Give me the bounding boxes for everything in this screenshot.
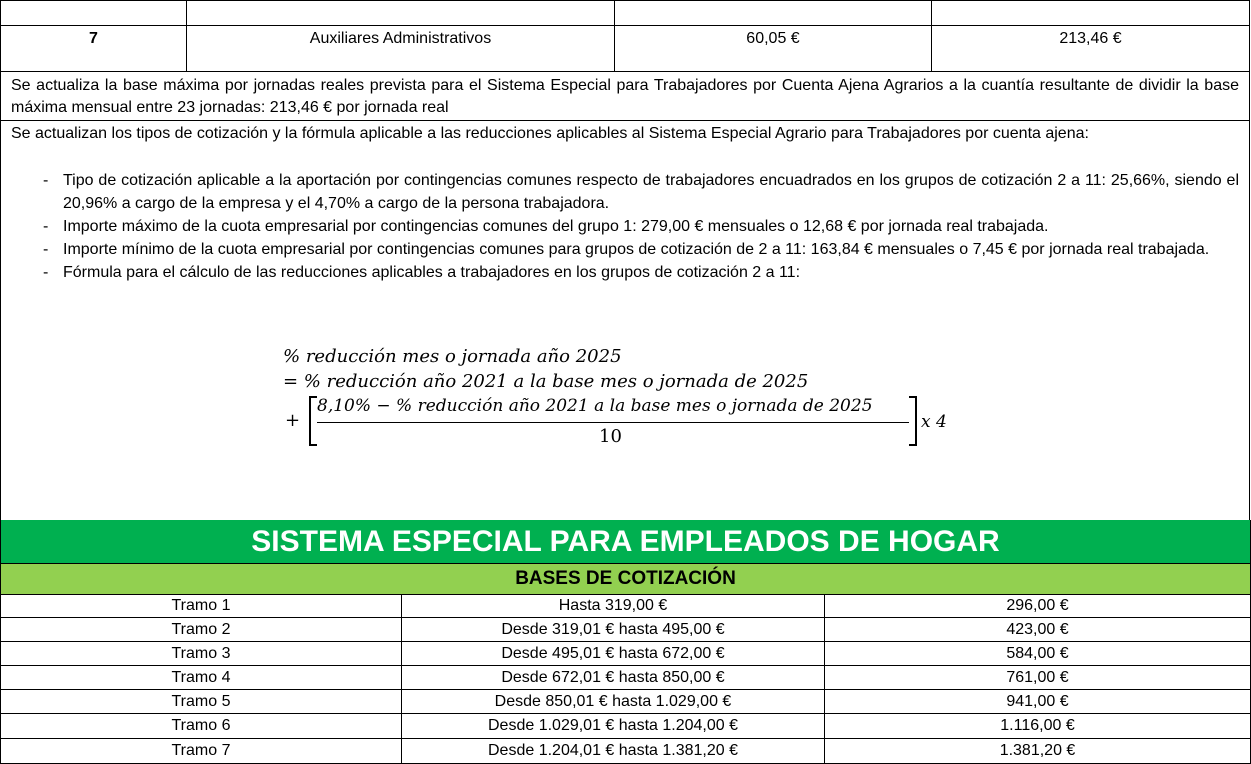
bullet-item: - Tipo de cotización aplicable a la aportación por contingencias comunes respecto de trabajadores encuadrados en los grupos de cotización 2 a 11: 25,66%, siendo el 20,96% a cargo de la empresa y el 4,70% a cargo de la persona trabajadora.: [1, 169, 1249, 215]
bullet-item: - Importe mínimo de la cuota empresarial por contingencias comunes para grupos de cotización de 2 a 11: 163,84 € mensuales o 7,45 € por jornada real trabajada.: [1, 238, 1249, 261]
table-row-range: Hasta 319,00 €: [401, 594, 825, 618]
table-row-tramo: Tramo 1: [0, 594, 402, 618]
reduction-formula: [283, 346, 983, 456]
table-row-tramo: Tramo 4: [0, 666, 402, 690]
table-row-range: Desde 319,01 € hasta 495,00 €: [401, 618, 825, 642]
top-table-empty-cell-1: [0, 0, 187, 26]
hogar-table: [0, 594, 1251, 764]
table-row-range: Desde 1.204,01 € hasta 1.381,20 €: [401, 739, 825, 764]
hogar-section-title: SISTEMA ESPECIAL PARA EMPLEADOS DE HOGAR: [0, 520, 1251, 563]
formula-line-1: % reducción mes o jornada año 2025: [283, 346, 622, 367]
agrarios-cotizacion-intro: Se actualizan los tipos de cotización y la fórmula aplicable a las reducciones aplicables al Sistema Especial Agrario para Trabajadores por cuenta ajena:: [11, 125, 1089, 142]
table-row-tramo: Tramo 6: [0, 714, 402, 739]
table-row-tramo: Tramo 3: [0, 642, 402, 666]
table-row-base: 761,00 €: [824, 666, 1251, 690]
top-table-empty-cell-3: [614, 0, 932, 26]
bullet-marker: -: [43, 218, 49, 235]
top-table-category-cell: Auxiliares Administrativos: [186, 25, 615, 72]
top-table-group-cell: 7: [0, 25, 187, 72]
formula-denominator: 10: [599, 426, 622, 447]
bullet-marker: -: [43, 241, 49, 258]
top-table-empty-cell-4: [931, 0, 1250, 26]
fraction-bar: [317, 422, 909, 423]
top-table-max-base-cell: 213,46 €: [931, 25, 1250, 72]
table-row-range: Desde 850,01 € hasta 1.029,00 €: [401, 690, 825, 714]
table-row-base: 423,00 €: [824, 618, 1251, 642]
formula-right-bracket: [909, 396, 917, 446]
agrarios-bullet-list: [1, 169, 1249, 284]
formula-plus: +: [285, 410, 301, 431]
table-row-range: Desde 495,01 € hasta 672,00 €: [401, 642, 825, 666]
table-row-base: 584,00 €: [824, 642, 1251, 666]
top-table-min-base-cell: 60,05 €: [614, 25, 932, 72]
table-row-base: 296,00 €: [824, 594, 1251, 618]
bullet-marker: -: [43, 264, 49, 281]
bullet-item: - Importe máximo de la cuota empresarial por contingencias comunes del grupo 1: 279,00 € mensuales o 12,68 € por jornada real trabajada.: [1, 215, 1249, 238]
top-table-empty-cell-2: [186, 0, 615, 26]
formula-numerator: 8,10% − % reducción año 2021 a la base mes o jornada de 2025: [317, 396, 873, 416]
table-row-base: 941,00 €: [824, 690, 1251, 714]
bullet-marker: -: [43, 172, 49, 189]
bullet-item: - Fórmula para el cálculo de las reducciones aplicables a trabajadores en los grupos de cotización 2 a 11:: [1, 261, 1249, 284]
formula-left-bracket: [309, 396, 317, 446]
table-row-base: 1.116,00 €: [824, 714, 1251, 739]
table-row-tramo: Tramo 2: [0, 618, 402, 642]
agrarios-base-paragraph: Se actualiza la base máxima por jornadas reales prevista para el Sistema Especial para Trabajadores por Cuenta Ajena Agrarios a la cuantía resultante de dividir la base máxima mensual entre 23 jornadas: 213,46 € por jornada real: [0, 71, 1250, 121]
table-row-tramo: Tramo 5: [0, 690, 402, 714]
agrarios-cotizacion-block: [0, 120, 1250, 521]
table-row-base: 1.381,20 €: [824, 739, 1251, 764]
hogar-section-subtitle: BASES DE COTIZACIÓN: [0, 563, 1251, 595]
table-row-range: Desde 1.029,01 € hasta 1.204,00 €: [401, 714, 825, 739]
formula-multiplier: x 4: [921, 412, 947, 432]
table-row-tramo: Tramo 7: [0, 739, 402, 764]
formula-line-2: = % reducción año 2021 a la base mes o jornada de 2025: [283, 371, 809, 392]
table-row-range: Desde 672,01 € hasta 850,00 €: [401, 666, 825, 690]
